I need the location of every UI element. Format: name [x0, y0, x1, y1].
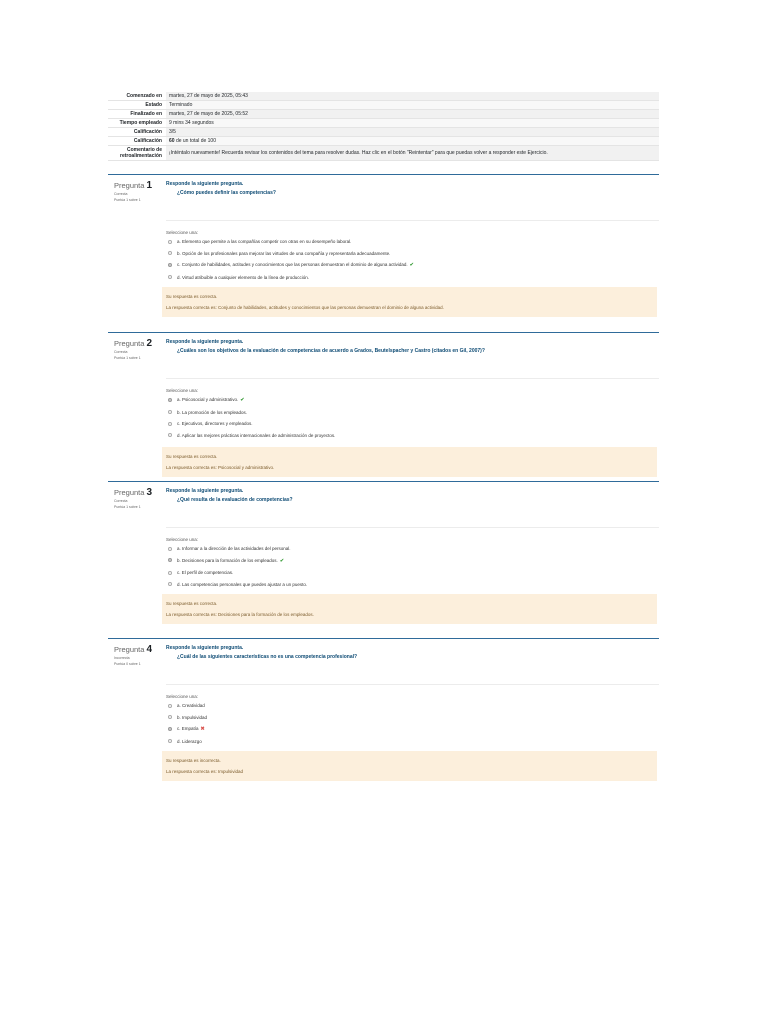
answer-option[interactable]: a. Psicosocial y administrativo. ✔ — [166, 394, 659, 407]
answer-option[interactable]: b. Impulsividad — [166, 712, 659, 724]
summary-label: Comenzado en — [126, 93, 162, 99]
summary-row — [108, 92, 659, 101]
answer-prompt: Seleccione una: — [166, 694, 199, 699]
answer-option[interactable]: a. Creatividad — [166, 700, 659, 712]
question-label: Pregunta — [114, 488, 145, 497]
summary-value: martes, 27 de mayo de 2025, 05:52 — [166, 110, 659, 119]
answer-option[interactable]: d. Liderazgo — [166, 736, 659, 748]
answer-option[interactable]: c. El perfil de competencias. — [166, 567, 659, 579]
radio-button-selected[interactable] — [168, 558, 172, 562]
question-info — [114, 181, 164, 203]
summary-label: Finalizado en — [130, 111, 162, 117]
question-status: Incorrecta — [114, 656, 130, 660]
answer-option[interactable]: a. Informar a la dirección de las actividades del personal. — [166, 543, 659, 555]
feedback-box — [162, 751, 657, 781]
question-4 — [108, 638, 659, 787]
question-instruction: Responde la siguiente pregunta. — [166, 645, 244, 651]
feedback-correct-answer: La respuesta correcta es: Psicosocial y administrativo. — [166, 465, 275, 470]
question-3 — [108, 481, 659, 628]
radio-button[interactable] — [168, 433, 172, 437]
radio-button[interactable] — [168, 410, 172, 414]
radio-button[interactable] — [168, 275, 172, 279]
summary-label: Calificación — [133, 129, 162, 135]
answer-option[interactable]: c. Empatía ✖ — [166, 723, 659, 736]
question-score: Puntúa 1 sobre 1 — [114, 356, 141, 360]
question-content — [166, 645, 659, 747]
cross-icon: ✖ — [200, 726, 205, 732]
question-content — [166, 339, 659, 441]
summary-row — [108, 119, 659, 128]
feedback-result: Su respuesta es correcta. — [166, 601, 218, 606]
question-text: ¿Cuáles son los objetivos de la evaluación de competencias de acuerdo a Grados, Beutelspacher y Castro (citados en Gil, 2007)? — [177, 348, 485, 354]
feedback-correct-answer: La respuesta correcta es: Decisiones para la formación de los empleados. — [166, 612, 314, 617]
radio-button-selected[interactable] — [168, 263, 172, 267]
attempt-summary-table — [108, 92, 659, 161]
answer-prompt: Seleccione una: — [166, 537, 199, 542]
question-info — [114, 645, 164, 667]
feedback-box — [162, 287, 657, 317]
question-label: Pregunta — [114, 181, 145, 190]
answer-prompt: Seleccione una: — [166, 230, 199, 235]
feedback-box — [162, 594, 657, 624]
summary-label: Estado — [145, 102, 162, 108]
check-icon: ✔ — [279, 557, 285, 564]
question-score: Puntúa 1 sobre 1 — [114, 198, 141, 202]
summary-value: ¡Inténtalo nuevamente! Recuerda revisar los contenidos del tema para resolver dudas. Haz clic en el botón "Reintentar" para que puedas volver a responder este Ejercicio. — [166, 146, 659, 161]
question-text: ¿Cómo puedes definir las competencias? — [177, 190, 276, 196]
question-label: Pregunta — [114, 339, 145, 348]
question-info — [114, 339, 164, 361]
feedback-result: Su respuesta es incorrecta. — [166, 758, 221, 763]
radio-button[interactable] — [168, 571, 172, 575]
answer-option[interactable]: b. Opción de los profesionales para mejorar las virtudes de una compañía y representarla adecuadamente. — [166, 248, 659, 260]
radio-button[interactable] — [168, 715, 172, 719]
question-number: 3 — [146, 487, 153, 498]
radio-button[interactable] — [168, 547, 172, 551]
question-content — [166, 181, 659, 283]
question-status: Correcta — [114, 499, 128, 503]
radio-button[interactable] — [168, 251, 172, 255]
radio-button[interactable] — [168, 582, 172, 586]
answer-option[interactable]: c. Conjunto de habilidades, actitudes y conocimientos que las personas demuestran el dominio de alguna actividad. ✔ — [166, 259, 659, 272]
question-text: ¿Cuál de las siguientes características no es una competencia profesional? — [177, 654, 358, 660]
question-instruction: Responde la siguiente pregunta. — [166, 339, 244, 345]
answer-option[interactable]: d. Virtud atribuible a cualquier elemento de la línea de producción. — [166, 272, 659, 284]
question-1 — [108, 174, 659, 321]
radio-button-selected[interactable] — [168, 398, 172, 402]
summary-value: martes, 27 de mayo de 2025, 05:43 — [166, 92, 659, 101]
question-number: 1 — [146, 180, 153, 191]
check-icon: ✔ — [240, 397, 245, 403]
summary-value — [166, 137, 659, 146]
question-score: Puntúa 1 sobre 1 — [114, 505, 141, 509]
question-score: Puntúa 0 sobre 1 — [114, 662, 141, 666]
answer-option[interactable]: b. La promoción de los empleados. — [166, 407, 659, 419]
summary-row — [108, 137, 659, 146]
question-status: Correcta — [114, 192, 128, 196]
feedback-result: Su respuesta es correcta. — [166, 294, 218, 299]
grade-value: 60 — [169, 138, 175, 144]
summary-label: Calificación — [133, 138, 162, 144]
question-instruction: Responde la siguiente pregunta. — [166, 181, 244, 187]
summary-value: Terminado — [166, 101, 659, 110]
feedback-correct-answer: La respuesta correcta es: Conjunto de habilidades, actitudes y conocimientos que las personas demuestran el dominio de alguna actividad. — [166, 305, 444, 310]
summary-label: Tiempo empleado — [119, 120, 162, 126]
answer-prompt: Seleccione una: — [166, 388, 199, 393]
quiz-review — [108, 92, 659, 161]
question-number: 4 — [146, 644, 153, 655]
radio-button[interactable] — [168, 704, 172, 708]
summary-row — [108, 110, 659, 119]
feedback-correct-answer: La respuesta correcta es: Impulsividad — [166, 769, 244, 774]
question-number: 2 — [146, 338, 153, 349]
radio-button[interactable] — [168, 422, 172, 426]
summary-value: 3/5 — [166, 128, 659, 137]
summary-row — [108, 101, 659, 110]
question-text: ¿Qué resulta de la evaluación de competencias? — [177, 497, 293, 503]
summary-row — [108, 128, 659, 137]
question-2 — [108, 332, 659, 481]
feedback-result: Su respuesta es correcta. — [166, 454, 218, 459]
radio-button-selected[interactable] — [168, 727, 172, 731]
question-instruction: Responde la siguiente pregunta. — [166, 488, 244, 494]
answer-option[interactable]: c. Ejecutivos, directores y empleados. — [166, 418, 659, 430]
answer-option[interactable]: d. Las competencias personales que puedes ajustar a un puesto. — [166, 579, 659, 591]
grade-total: de un total de 100 — [174, 138, 216, 144]
question-info — [114, 488, 164, 510]
question-status: Correcta — [114, 350, 128, 354]
summary-label: Comentario de retroalimentación — [120, 147, 162, 159]
radio-button[interactable] — [168, 240, 172, 244]
answer-option[interactable]: a. Elemento que permite a las compañías competir con otras en su desempeño laboral. — [166, 236, 659, 248]
question-label: Pregunta — [114, 645, 145, 654]
feedback-box — [162, 447, 657, 477]
question-content — [166, 488, 659, 590]
summary-row — [108, 146, 659, 161]
summary-value: 9 mins 34 segundos — [166, 119, 659, 128]
radio-button[interactable] — [168, 739, 172, 743]
check-icon: ✔ — [409, 262, 414, 268]
answer-option[interactable]: d. Aplicar las mejores prácticas internacionales de administración de proyectos. — [166, 430, 659, 442]
answer-option[interactable]: b. Decisiones para la formación de los empleados. ✔ — [166, 555, 659, 568]
